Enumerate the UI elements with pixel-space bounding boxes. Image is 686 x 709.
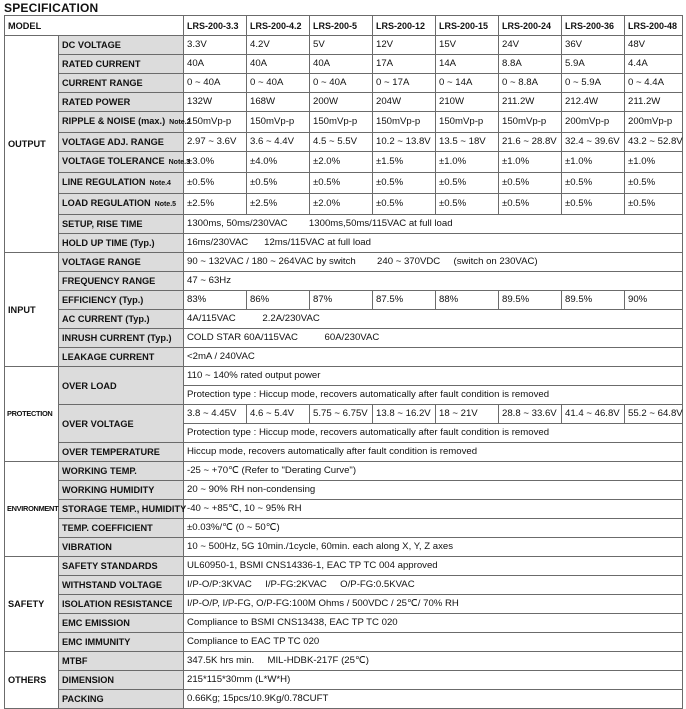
cell: 110 ~ 140% rated output power — [184, 367, 683, 386]
load-regulation-row — [5, 194, 683, 215]
cell: ±0.03%/℃ (0 ~ 50℃) — [184, 519, 683, 538]
emc-immunity-row — [5, 633, 683, 652]
cell: ±0.5% — [499, 194, 562, 215]
cell: I/P-O/P:3KVAC I/P-FG:2KVAC O/P-FG:0.5KVAC — [184, 576, 683, 595]
row-label: ISOLATION RESISTANCE — [59, 595, 184, 614]
cell: 0 ~ 5.9A — [562, 74, 625, 93]
working-temp-row — [5, 462, 683, 481]
cell: 12V — [373, 36, 436, 55]
spec-table — [4, 15, 683, 709]
cell: 4.6 ~ 5.4V — [247, 405, 310, 424]
cell: ±0.5% — [436, 194, 499, 215]
line-regulation-row — [5, 173, 683, 194]
row-label: RATED CURRENT — [59, 55, 184, 74]
voltage-tolerance-row — [5, 152, 683, 173]
cell: -40 ~ +85℃, 10 ~ 95% RH — [184, 500, 683, 519]
row-label: AC CURRENT (Typ.) — [59, 310, 184, 329]
cell: 5.75 ~ 6.75V — [310, 405, 373, 424]
cell: Protection type : Hiccup mode, recovers automatically after fault condition is removed — [184, 386, 683, 405]
cell: 200mVp-p — [625, 112, 683, 133]
cell: 47 ~ 63Hz — [184, 272, 683, 291]
cell: 5V — [310, 36, 373, 55]
hold-up-row — [5, 234, 683, 253]
working-humidity-row — [5, 481, 683, 500]
section-input: INPUT — [5, 253, 59, 367]
efficiency-row — [5, 291, 683, 310]
cell: 204W — [373, 93, 436, 112]
cell: ±4.0% — [247, 152, 310, 173]
cell: 28.8 ~ 33.6V — [499, 405, 562, 424]
row-label: EMC EMISSION — [59, 614, 184, 633]
row-label: VOLTAGE RANGE — [59, 253, 184, 272]
cell: ±1.0% — [625, 152, 683, 173]
cell: 215*115*30mm (L*W*H) — [184, 671, 683, 690]
cell: Protection type : Hiccup mode, recovers automatically after fault condition is removed — [184, 424, 683, 443]
note-ref: Note.5 — [154, 201, 177, 208]
cell: 200W — [310, 93, 373, 112]
row-label: VIBRATION — [59, 538, 184, 557]
inrush-row — [5, 329, 683, 348]
page-title: SPECIFICATION — [4, 1, 99, 15]
cell: 150mVp-p — [184, 112, 247, 133]
row-label: OVER VOLTAGE — [59, 405, 184, 443]
cell: 0 ~ 17A — [373, 74, 436, 93]
row-label: SAFETY STANDARDS — [59, 557, 184, 576]
cell: 0.66Kg; 15pcs/10.9Kg/0.78CUFT — [184, 690, 683, 709]
cell: ±2.0% — [310, 152, 373, 173]
cell: 210W — [436, 93, 499, 112]
cell: 32.4 ~ 39.6V — [562, 133, 625, 152]
vibration-row — [5, 538, 683, 557]
emc-emission-row — [5, 614, 683, 633]
model-name: LRS-200-4.2 — [247, 16, 310, 36]
cell: 10.2 ~ 13.8V — [373, 133, 436, 152]
row-label: WITHSTAND VOLTAGE — [59, 576, 184, 595]
cell: 1300ms, 50ms/230VAC 1300ms,50ms/115VAC at full load — [184, 215, 683, 234]
section-output: OUTPUT — [5, 36, 59, 253]
row-label: PACKING — [59, 690, 184, 709]
dc-voltage-row — [5, 36, 683, 55]
cell: 87.5% — [373, 291, 436, 310]
cell: 4A/115VAC 2.2A/230VAC — [184, 310, 683, 329]
note-ref: Note.2 — [169, 119, 191, 126]
over-load-row — [5, 367, 683, 386]
row-label: EFFICIENCY (Typ.) — [59, 291, 184, 310]
section-others: OTHERS — [5, 652, 59, 709]
temp-coeff-row — [5, 519, 683, 538]
cell: Compliance to EAC TP TC 020 — [184, 633, 683, 652]
cell: 55.2 ~ 64.8V — [625, 405, 683, 424]
ripple-noise-row — [5, 112, 683, 133]
cell: 48V — [625, 36, 683, 55]
model-label: MODEL — [5, 16, 184, 36]
current-range-row — [5, 74, 683, 93]
cell: 3.8 ~ 4.45V — [184, 405, 247, 424]
note-ref: Note.3 — [168, 159, 191, 166]
model-name: LRS-200-5 — [310, 16, 373, 36]
cell: 168W — [247, 93, 310, 112]
safety-standards-row — [5, 557, 683, 576]
cell: 0 ~ 40A — [247, 74, 310, 93]
cell: UL60950-1, BSMI CNS14336-1, EAC TP TC 004 approved — [184, 557, 683, 576]
cell: 24V — [499, 36, 562, 55]
cell: ±2.5% — [247, 194, 310, 215]
cell: ±0.5% — [373, 173, 436, 194]
cell: 43.2 ~ 52.8V — [625, 133, 683, 152]
cell: 3.6 ~ 4.4V — [247, 133, 310, 152]
row-label: INRUSH CURRENT (Typ.) — [59, 329, 184, 348]
cell: 41.4 ~ 46.8V — [562, 405, 625, 424]
cell: 2.97 ~ 3.6V — [184, 133, 247, 152]
label-text: VOLTAGE TOLERANCE — [62, 156, 165, 166]
cell: ±0.5% — [310, 173, 373, 194]
cell: 86% — [247, 291, 310, 310]
row-label — [59, 152, 191, 173]
over-voltage-row — [5, 405, 683, 424]
cell: 0 ~ 40A — [184, 74, 247, 93]
row-label: WORKING HUMIDITY — [59, 481, 184, 500]
row-label: SETUP, RISE TIME — [59, 215, 184, 234]
cell: 13.5 ~ 18V — [436, 133, 499, 152]
label-text: LOAD REGULATION — [62, 198, 151, 208]
row-label: FREQUENCY RANGE — [59, 272, 184, 291]
cell: 20 ~ 90% RH non-condensing — [184, 481, 683, 500]
row-label: HOLD UP TIME (Typ.) — [59, 234, 184, 253]
cell: 36V — [562, 36, 625, 55]
row-label: VOLTAGE ADJ. RANGE — [59, 133, 184, 152]
cell: 8.8A — [499, 55, 562, 74]
cell: ±1.0% — [562, 152, 625, 173]
label-text: RIPPLE & NOISE (max.) — [62, 116, 166, 126]
row-label: MTBF — [59, 652, 184, 671]
cell: ±0.5% — [373, 194, 436, 215]
cell: Compliance to BSMI CNS13438, EAC TP TC 020 — [184, 614, 683, 633]
cell: <2mA / 240VAC — [184, 348, 683, 367]
model-name: LRS-200-36 — [562, 16, 625, 36]
rated-current-row — [5, 55, 683, 74]
row-label: DC VOLTAGE — [59, 36, 184, 55]
cell: I/P-O/P, I/P-FG, O/P-FG:100M Ohms / 500VDC / 25℃/ 70% RH — [184, 595, 683, 614]
section-protection: PROTECTION — [5, 367, 59, 462]
row-label: EMC IMMUNITY — [59, 633, 184, 652]
model-name: LRS-200-24 — [499, 16, 562, 36]
model-name: LRS-200-3.3 — [184, 16, 247, 36]
cell: ±0.5% — [184, 173, 247, 194]
row-label: TEMP. COEFFICIENT — [59, 519, 184, 538]
frequency-row — [5, 272, 683, 291]
cell: ±2.5% — [184, 194, 247, 215]
cell: ±0.5% — [247, 173, 310, 194]
row-label: LEAKAGE CURRENT — [59, 348, 184, 367]
cell: ±0.5% — [625, 173, 683, 194]
cell: 90% — [625, 291, 683, 310]
mtbf-row — [5, 652, 683, 671]
leakage-row — [5, 348, 683, 367]
cell: COLD STAR 60A/115VAC 60A/230VAC — [184, 329, 683, 348]
cell: 4.5 ~ 5.5V — [310, 133, 373, 152]
row-label: DIMENSION — [59, 671, 184, 690]
rated-power-row — [5, 93, 683, 112]
cell: ±0.5% — [625, 194, 683, 215]
cell: 15V — [436, 36, 499, 55]
cell: 13.8 ~ 16.2V — [373, 405, 436, 424]
cell: 150mVp-p — [310, 112, 373, 133]
cell: 87% — [310, 291, 373, 310]
cell: 347.5K hrs min. MIL-HDBK-217F (25℃) — [184, 652, 683, 671]
ac-current-row — [5, 310, 683, 329]
cell: 21.6 ~ 28.8V — [499, 133, 562, 152]
cell: 83% — [184, 291, 247, 310]
model-row — [5, 16, 683, 36]
model-name: LRS-200-48 — [625, 16, 683, 36]
cell: 4.4A — [625, 55, 683, 74]
withstand-row — [5, 576, 683, 595]
row-label: CURRENT RANGE — [59, 74, 184, 93]
cell: ±1.5% — [373, 152, 436, 173]
input-voltage-row — [5, 253, 683, 272]
cell: 10 ~ 500Hz, 5G 10min./1cycle, 60min. each along X, Y, Z axes — [184, 538, 683, 557]
dimension-row — [5, 671, 683, 690]
setup-rise-row — [5, 215, 683, 234]
cell: ±0.5% — [436, 173, 499, 194]
voltage-adj-row — [5, 133, 683, 152]
cell: 0 ~ 8.8A — [499, 74, 562, 93]
isolation-row — [5, 595, 683, 614]
section-safety: SAFETY — [5, 557, 59, 652]
cell: 150mVp-p — [373, 112, 436, 133]
cell: 200mVp-p — [562, 112, 625, 133]
row-label — [59, 173, 184, 194]
cell: 88% — [436, 291, 499, 310]
storage-row — [5, 500, 683, 519]
row-label — [59, 112, 191, 133]
cell: 17A — [373, 55, 436, 74]
cell: 89.5% — [562, 291, 625, 310]
cell: 150mVp-p — [499, 112, 562, 133]
cell: ±0.5% — [562, 194, 625, 215]
over-temp-row — [5, 443, 683, 462]
section-environment: ENVIRONMENT — [5, 462, 59, 557]
cell: ±1.0% — [436, 152, 499, 173]
packing-row — [5, 690, 683, 709]
cell: 132W — [184, 93, 247, 112]
cell: ±0.5% — [562, 173, 625, 194]
cell: 40A — [184, 55, 247, 74]
cell: 211.2W — [625, 93, 683, 112]
cell: ±0.5% — [499, 173, 562, 194]
cell: 5.9A — [562, 55, 625, 74]
cell: 4.2V — [247, 36, 310, 55]
row-label: STORAGE TEMP., HUMIDITY — [59, 500, 184, 519]
model-name: LRS-200-12 — [373, 16, 436, 36]
cell: Hiccup mode, recovers automatically after fault condition is removed — [184, 443, 683, 462]
cell: 90 ~ 132VAC / 180 ~ 264VAC by switch 240 ~ 370VDC (switch on 230VAC) — [184, 253, 683, 272]
cell: ±1.0% — [499, 152, 562, 173]
cell: 89.5% — [499, 291, 562, 310]
cell: 212.4W — [562, 93, 625, 112]
cell: 0 ~ 40A — [310, 74, 373, 93]
cell: 150mVp-p — [436, 112, 499, 133]
note-ref: Note.4 — [149, 180, 171, 187]
cell: -25 ~ +70℃ (Refer to "Derating Curve") — [184, 462, 683, 481]
cell: ±3.0% — [184, 152, 247, 173]
row-label — [59, 194, 184, 215]
row-label: RATED POWER — [59, 93, 184, 112]
label-text: LINE REGULATION — [62, 177, 146, 187]
cell: 0 ~ 4.4A — [625, 74, 683, 93]
row-label: OVER TEMPERATURE — [59, 443, 184, 462]
cell: 150mVp-p — [247, 112, 310, 133]
cell: 14A — [436, 55, 499, 74]
cell: 0 ~ 14A — [436, 74, 499, 93]
row-label: OVER LOAD — [59, 367, 184, 405]
row-label: WORKING TEMP. — [59, 462, 184, 481]
cell: 16ms/230VAC 12ms/115VAC at full load — [184, 234, 683, 253]
cell: 3.3V — [184, 36, 247, 55]
cell: 18 ~ 21V — [436, 405, 499, 424]
cell: 40A — [310, 55, 373, 74]
cell: 211.2W — [499, 93, 562, 112]
cell: ±2.0% — [310, 194, 373, 215]
cell: 40A — [247, 55, 310, 74]
model-name: LRS-200-15 — [436, 16, 499, 36]
